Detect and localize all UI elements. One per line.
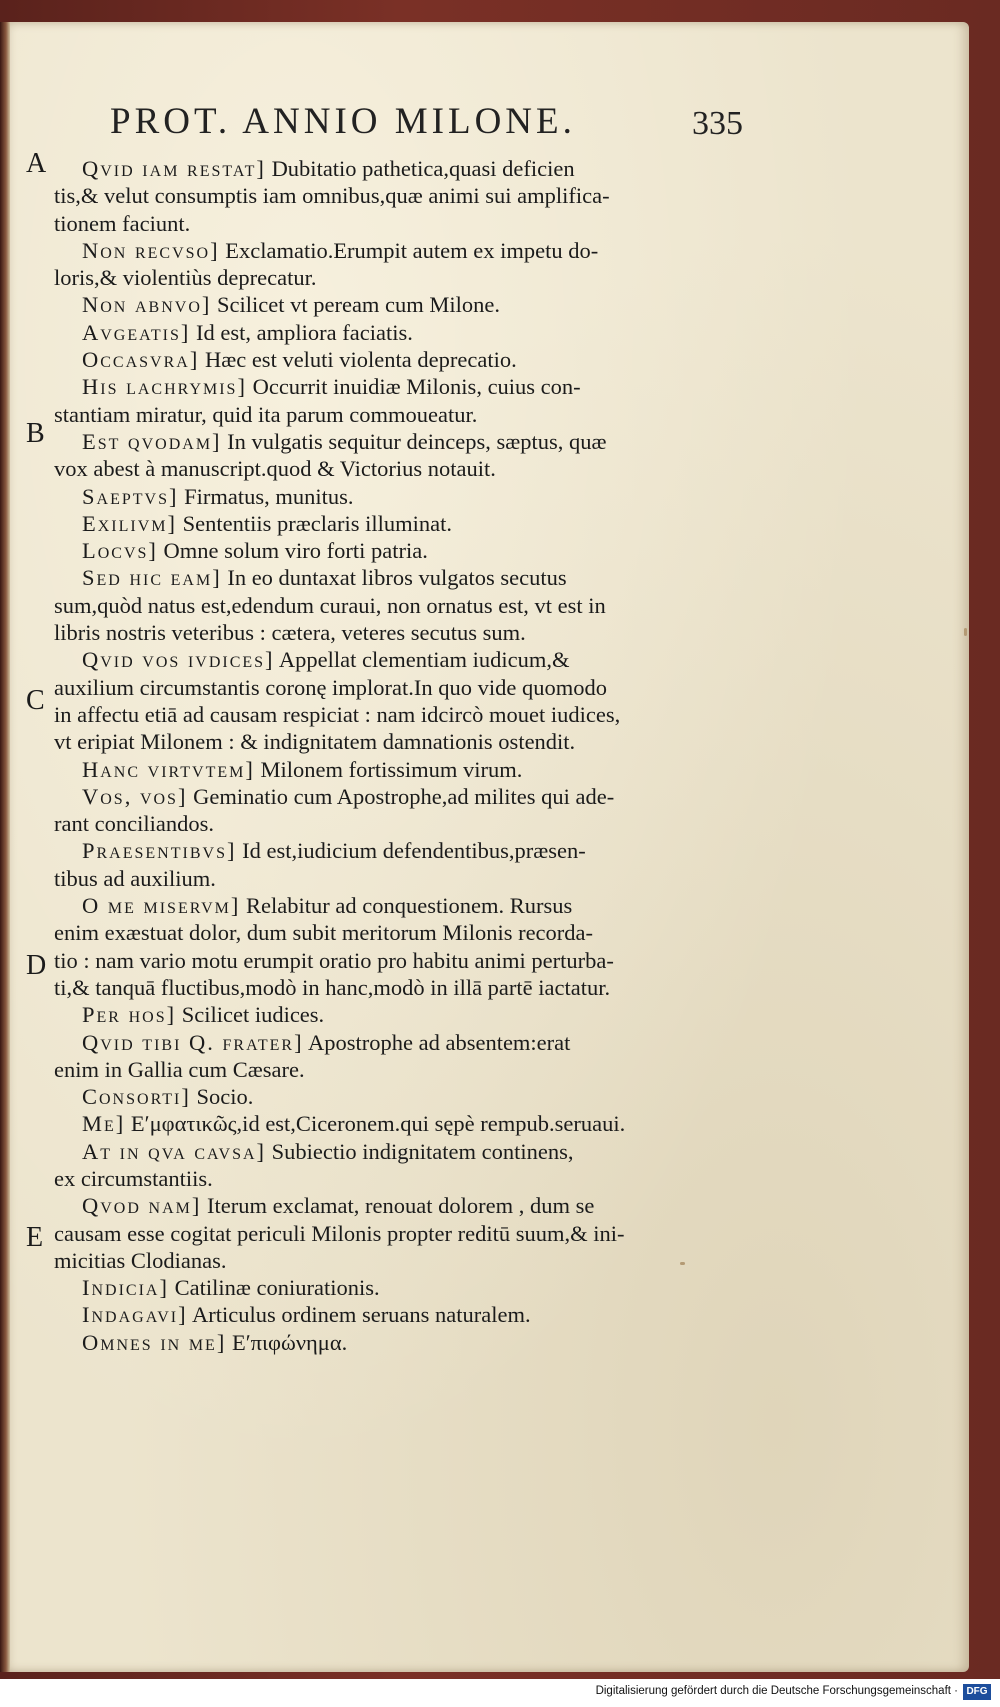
gloss-text: Firmatus, munitus. xyxy=(178,483,354,509)
margin-letter-a: A xyxy=(26,148,47,179)
margin-letter-d: D xyxy=(26,950,47,981)
commentary-text xyxy=(54,155,744,1356)
text-line xyxy=(54,1247,744,1274)
text-line xyxy=(54,728,744,755)
gloss-text: Apostrophe ad absentem:erat xyxy=(303,1029,571,1055)
gloss-text: Scilicet vt peream cum Milone. xyxy=(211,292,501,318)
lemma: Per hos] xyxy=(82,1002,177,1028)
gloss-text: Id est,iudicium defendentibus,præsen- xyxy=(236,838,586,864)
margin-letter-c: C xyxy=(26,685,45,716)
lemma: Hanc virtvtem] xyxy=(82,756,255,782)
gloss-text: rant conciliandos. xyxy=(54,811,214,837)
text-line xyxy=(54,564,744,591)
lemma: Qvod nam] xyxy=(82,1193,202,1219)
text-line xyxy=(54,919,744,946)
gloss-text: vt eripiat Milonem : & indignitatem damnationis ostendit. xyxy=(54,729,576,755)
text-line xyxy=(54,401,744,428)
gloss-text: Hæc est veluti violenta deprecatio. xyxy=(199,347,517,373)
paper-speck xyxy=(680,1262,685,1265)
text-line xyxy=(54,947,744,974)
text-line xyxy=(54,319,744,346)
lemma: O me miservm] xyxy=(82,893,241,919)
gloss-text: tis,& velut consumptis iam omnibus,quæ animi sui amplifica- xyxy=(54,183,610,209)
text-line xyxy=(54,237,744,264)
text-line xyxy=(54,1329,744,1356)
gloss-text: loris,& violentiùs deprecatur. xyxy=(54,265,317,291)
text-line xyxy=(54,182,744,209)
gloss-text: Articulus ordinem seruans naturalem. xyxy=(187,1302,531,1328)
paper-speck xyxy=(964,628,967,636)
lemma: Me] xyxy=(82,1111,126,1137)
text-line xyxy=(54,264,744,291)
text-line xyxy=(54,646,744,673)
gloss-text: ti,& tanquā fluctibus,modò in hanc,modò in illā partē iactatur. xyxy=(54,974,611,1000)
lemma: Qvid tibi Q. frater] xyxy=(82,1029,304,1055)
text-line xyxy=(54,783,744,810)
text-line xyxy=(54,1192,744,1219)
text-line xyxy=(54,1029,744,1056)
text-line xyxy=(54,674,744,701)
text-line xyxy=(54,1274,744,1301)
page-gutter xyxy=(0,22,10,1672)
gloss-text: Socio. xyxy=(190,1084,254,1110)
gloss-text: micitias Clodianas. xyxy=(54,1247,227,1273)
text-line xyxy=(54,974,744,1001)
lemma: Locvs] xyxy=(82,538,158,564)
lemma: Indicia] xyxy=(82,1275,169,1301)
lemma: Sed hic eam] xyxy=(82,565,222,591)
lemma: Occasvra] xyxy=(82,347,200,373)
text-line xyxy=(54,756,744,783)
gloss-text: Omne solum viro forti patria. xyxy=(157,538,428,564)
gloss-text: Iterum exclamat, renouat dolorem , dum se xyxy=(201,1193,595,1219)
lemma: Non recvso] xyxy=(82,237,220,263)
lemma: Indagavi] xyxy=(82,1302,188,1328)
gloss-text: vox abest à manuscript.quod & Victorius notauit. xyxy=(54,456,496,482)
text-line xyxy=(54,291,744,318)
gloss-text: Geminatio cum Apostrophe,ad milites qui ade- xyxy=(187,783,615,809)
gloss-text: Catilinæ coniurationis. xyxy=(168,1275,380,1301)
gloss-text: Eʹμφατικῶς,id est,Ciceronem.qui sępè rempub.seruaui. xyxy=(125,1111,626,1137)
gloss-text: Occurrit inuidiæ Milonis, cuius con- xyxy=(246,374,581,400)
lemma: Consorti] xyxy=(82,1084,191,1110)
gloss-text: Scilicet iudices. xyxy=(176,1002,325,1028)
lemma: Est qvodam] xyxy=(82,428,222,454)
gloss-text: tibus ad auxilium. xyxy=(54,865,216,891)
text-line xyxy=(54,1220,744,1247)
gloss-text: enim exæstuat dolor, dum subit meritorum Milonis recorda- xyxy=(54,920,594,946)
text-line xyxy=(54,483,744,510)
gloss-text: In vulgatis sequitur deinceps, sæptus, quæ xyxy=(221,428,607,454)
text-line xyxy=(54,510,744,537)
text-line xyxy=(54,1056,744,1083)
lemma: Qvid iam restat] xyxy=(82,156,266,181)
lemma: Saeptvs] xyxy=(82,483,179,509)
gloss-text: enim in Gallia cum Cæsare. xyxy=(54,1056,305,1082)
text-line xyxy=(54,810,744,837)
lemma: Exilivm] xyxy=(82,510,178,536)
gloss-text: Exclamatio.Erumpit autem ex impetu do- xyxy=(219,237,599,263)
lemma: Qvid vos ivdices] xyxy=(82,647,275,673)
gloss-text: ex circumstantiis. xyxy=(54,1165,213,1191)
text-line xyxy=(54,865,744,892)
margin-letter-e: E xyxy=(26,1222,44,1253)
dfg-logo: DFG xyxy=(963,1684,991,1700)
gloss-text: auxilium circumstantis coronę implorat.In quo vide quomodo xyxy=(54,674,608,700)
text-line xyxy=(54,210,744,237)
running-head: PROT. ANNIO MILONE. xyxy=(110,101,576,142)
lemma: Omnes in me] xyxy=(82,1329,227,1355)
text-line xyxy=(54,1001,744,1028)
text-line xyxy=(54,1083,744,1110)
margin-letter-b: B xyxy=(26,418,45,449)
text-line xyxy=(54,1301,744,1328)
gloss-text: stantiam miratur, quid ita parum commoueatur. xyxy=(54,401,478,427)
gloss-text: Id est, ampliora faciatis. xyxy=(190,319,413,345)
text-line xyxy=(54,1110,744,1137)
gloss-text: Relabitur ad conquestionem. Rursus xyxy=(240,893,573,919)
text-line xyxy=(54,455,744,482)
lemma: At in qva cavsa] xyxy=(82,1138,267,1164)
text-line xyxy=(54,373,744,400)
gloss-text: in affectu etiā ad causam respiciat : nam idcircò mouet iudices, xyxy=(54,701,621,727)
text-line xyxy=(54,592,744,619)
gloss-text: sum,quòd natus est,edendum curaui, non ornatus est, vt est in xyxy=(54,592,606,618)
text-line xyxy=(54,701,744,728)
lemma: Vos, vos] xyxy=(82,783,188,809)
text-line xyxy=(54,537,744,564)
text-line xyxy=(54,1165,744,1192)
text-line xyxy=(54,155,744,182)
text-line xyxy=(54,346,744,373)
text-line xyxy=(54,428,744,455)
gloss-text: libris nostris veteribus : cætera, veteres secutus sum. xyxy=(54,620,526,646)
gloss-text: Milonem fortissimum virum. xyxy=(254,756,523,782)
gloss-text: Sententiis præclaris illuminat. xyxy=(177,510,452,536)
lemma: Avgeatis] xyxy=(82,319,191,345)
gloss-text: Subiectio indignitatem continens, xyxy=(266,1138,574,1164)
gloss-text: causam esse cogitat periculi Milonis propter reditū suum,& ini- xyxy=(54,1220,625,1246)
text-line xyxy=(54,837,744,864)
text-line xyxy=(54,1138,744,1165)
gloss-text: In eo duntaxat libros vulgatos secutus xyxy=(221,565,567,591)
lemma: Praesentibvs] xyxy=(82,838,237,864)
gloss-text: Appellat clementiam iudicum,& xyxy=(274,647,570,673)
lemma: His lachrymis] xyxy=(82,374,247,400)
gloss-text: tionem faciunt. xyxy=(54,210,191,236)
funding-credit: Digitalisierung gefördert durch die Deutsche Forschungsgemeinschaft · xyxy=(595,1685,958,1697)
page-number: 335 xyxy=(692,105,743,142)
gloss-text: Dubitatio pathetica,quasi deficien xyxy=(265,156,575,181)
lemma: Non abnvo] xyxy=(82,292,212,318)
gloss-text: Eʹπιφώνημα. xyxy=(226,1329,348,1355)
gloss-text: tio : nam vario motu erumpit oratio pro habitu animi perturba- xyxy=(54,947,614,973)
text-line xyxy=(54,892,744,919)
text-line xyxy=(54,619,744,646)
